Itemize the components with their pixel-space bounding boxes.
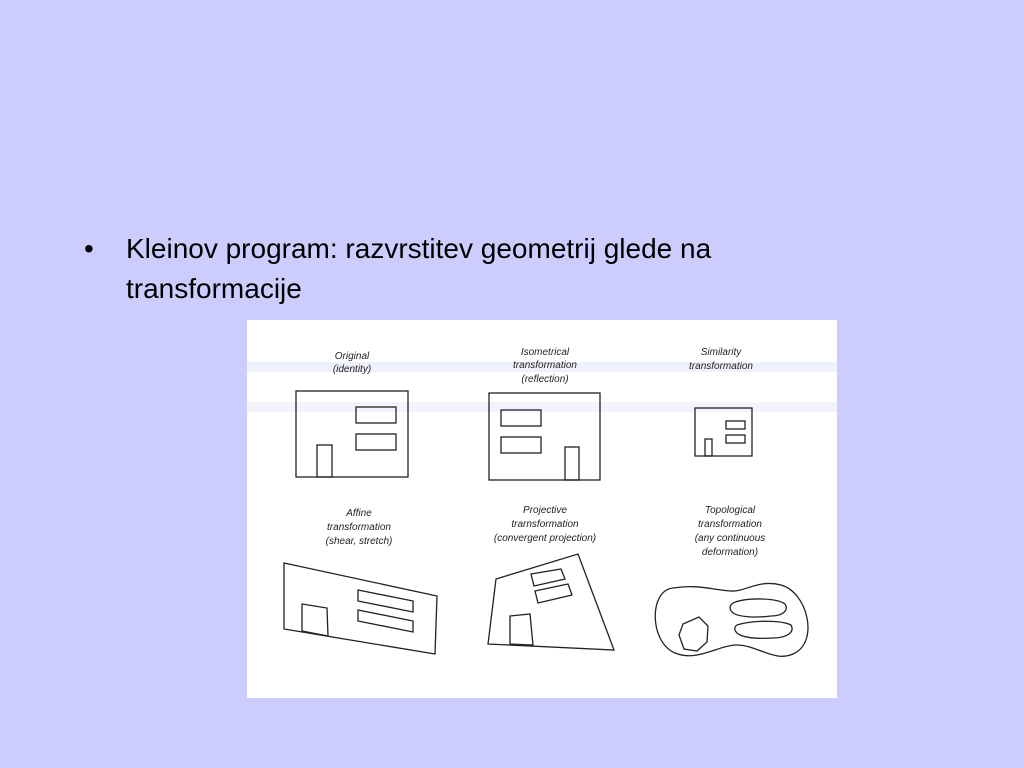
affine-window-bottom: [358, 610, 413, 632]
scan-artifact-2: [247, 402, 837, 412]
affine-door: [302, 604, 328, 636]
caption-affine-3: (shear, stretch): [325, 536, 393, 547]
caption-isometric-2: transformation: [513, 360, 577, 371]
caption-projective-1: Projective: [523, 505, 567, 516]
topological-window-top: [730, 599, 786, 617]
panel-similarity: [689, 347, 753, 456]
similarity-window-top: [726, 421, 745, 429]
caption-projective-2: trarnsformation: [511, 519, 579, 530]
projective-door: [510, 614, 533, 645]
isometric-door: [565, 447, 579, 480]
similarity-building: [695, 408, 752, 456]
caption-similarity-2: transformation: [689, 361, 753, 372]
caption-isometric-3: (reflection): [521, 374, 569, 385]
caption-topological-3: (any continuous: [694, 533, 766, 544]
panel-affine: [284, 508, 437, 654]
caption-affine-1: Affine: [346, 508, 372, 519]
similarity-window-bottom: [726, 435, 745, 443]
caption-projective-3: (convergent projection): [493, 533, 597, 544]
isometric-window-bottom: [501, 437, 541, 453]
caption-original-1: Original: [334, 351, 370, 362]
panel-projective: [488, 505, 614, 650]
affine-window-top: [358, 590, 413, 612]
transformations-diagram: [247, 320, 837, 698]
caption-affine-2: transformation: [327, 522, 391, 533]
original-door: [317, 445, 332, 477]
topological-door: [679, 617, 708, 651]
transformations-figure: [247, 320, 837, 698]
topological-building: [655, 583, 808, 656]
projective-building: [488, 554, 614, 650]
projective-window-top: [531, 569, 565, 586]
bullet-line-1: Kleinov program: razvrstitev geometrij glede na: [126, 233, 712, 264]
caption-topological-4: deformation): [701, 547, 759, 558]
caption-similarity-1: Similarity: [700, 347, 742, 358]
projective-window-bottom: [535, 584, 572, 603]
bullet-text: [126, 229, 866, 309]
caption-topological-1: Topological: [704, 505, 756, 516]
original-window-bottom: [356, 434, 396, 450]
affine-building: [284, 563, 437, 654]
panel-topological: [655, 505, 808, 656]
caption-topological-2: transformation: [698, 519, 762, 530]
topological-window-bottom: [735, 621, 792, 638]
caption-isometric-1: Isometrical: [520, 347, 570, 358]
similarity-door: [705, 439, 712, 456]
caption-original-2: (identity): [332, 364, 372, 375]
bullet-symbol: •: [84, 233, 94, 264]
bullet-line-2: transformacije: [126, 273, 302, 304]
isometric-window-top: [501, 410, 541, 426]
